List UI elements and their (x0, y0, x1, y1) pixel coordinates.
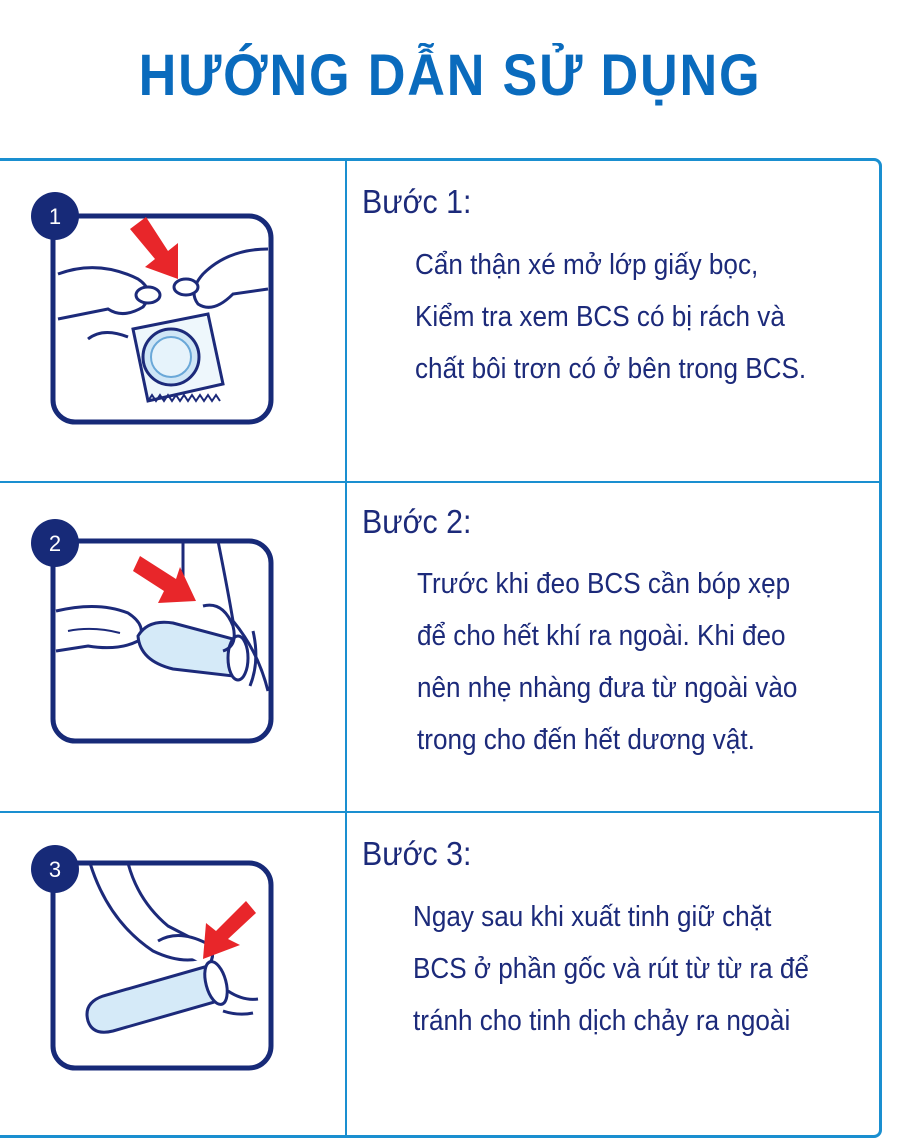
step-row-1 (0, 161, 879, 481)
step-text-line: trong cho đến hết dương vật. (417, 724, 755, 756)
step-text-line: tránh cho tinh dịch chảy ra ngoài (413, 1005, 791, 1037)
step-heading: Bước 3: (362, 835, 472, 872)
put-on-illustration (28, 501, 278, 751)
step-text-line: Kiểm tra xem BCS có bị rách và (415, 301, 785, 333)
step-heading: Bước 1: (362, 183, 472, 220)
step-heading: Bước 2: (362, 503, 472, 540)
remove-illustration (28, 831, 278, 1081)
svg-text:3: 3 (48, 857, 62, 882)
svg-text:2: 2 (48, 531, 62, 556)
step-text-line: Ngay sau khi xuất tinh giữ chặt (413, 901, 772, 933)
step-text-line: chất bôi trơn có ở bên trong BCS. (415, 353, 807, 385)
step-text-line: Trước khi đeo BCS cần bóp xẹp (417, 568, 791, 600)
step-row-2 (0, 483, 879, 811)
steps-table (0, 158, 882, 1138)
svg-text:1: 1 (48, 204, 62, 229)
step-text-line: nên nhẹ nhàng đưa từ ngoài vào (417, 672, 798, 704)
step-text-line: để cho hết khí ra ngoài. Khi đeo (417, 620, 786, 652)
page-title: HƯỚNG DẪN SỬ DỤNG (138, 43, 762, 108)
step-text-line: BCS ở phần gốc và rút từ từ ra để (413, 953, 809, 985)
step-text-line: Cẩn thận xé mở lớp giấy bọc, (415, 249, 759, 281)
open-wrapper-illustration (28, 179, 278, 429)
step-row-3 (0, 813, 879, 1138)
